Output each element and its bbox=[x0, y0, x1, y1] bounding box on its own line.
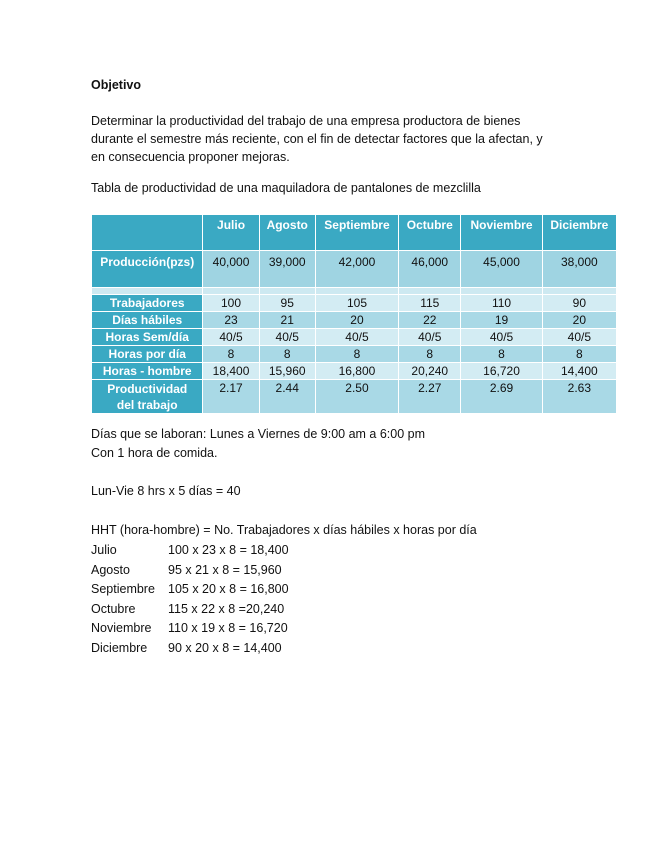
table-cell: 8 bbox=[259, 346, 315, 363]
table-cell: 40,000 bbox=[203, 251, 259, 288]
hht-month: Julio bbox=[91, 543, 117, 557]
table-row-productividad bbox=[92, 380, 617, 414]
table-cell: 40/5 bbox=[315, 329, 398, 346]
table-row-horas-dia bbox=[92, 346, 617, 363]
column-header: Julio bbox=[203, 215, 259, 251]
column-header: Noviembre bbox=[461, 215, 542, 251]
table-cell: 38,000 bbox=[542, 251, 616, 288]
table-cell: 45,000 bbox=[461, 251, 542, 288]
hht-calc: 115 x 22 x 8 =20,240 bbox=[168, 601, 285, 616]
table-cell: 8 bbox=[315, 346, 398, 363]
list-item bbox=[91, 639, 289, 659]
row-header bbox=[92, 380, 203, 414]
row-header: Horas Sem/día bbox=[92, 329, 203, 346]
table-row-produccion bbox=[92, 251, 617, 288]
table-row-horas-sem bbox=[92, 329, 617, 346]
table-row-dias-habiles bbox=[92, 312, 617, 329]
list-item bbox=[91, 600, 289, 620]
row-header: Horas por día bbox=[92, 346, 203, 363]
table-cell: 23 bbox=[203, 312, 259, 329]
table-cell: 2.50 bbox=[315, 380, 398, 414]
column-header: Septiembre bbox=[315, 215, 398, 251]
hht-calc: 95 x 21 x 8 = 15,960 bbox=[168, 562, 282, 577]
table-cell: 20,240 bbox=[399, 363, 461, 380]
row-header: Producción(pzs) bbox=[92, 251, 203, 288]
row-header: Días hábiles bbox=[92, 312, 203, 329]
table-cell: 46,000 bbox=[399, 251, 461, 288]
table-cell: 2.63 bbox=[542, 380, 616, 414]
table-cell: 15,960 bbox=[259, 363, 315, 380]
table-cell: 40/5 bbox=[259, 329, 315, 346]
hht-month: Noviembre bbox=[91, 621, 152, 636]
table-cell: 2.69 bbox=[461, 380, 542, 414]
table-spacer-row bbox=[92, 288, 617, 295]
table-cell: 2.17 bbox=[203, 380, 259, 414]
table-cell: 8 bbox=[542, 346, 616, 363]
schedule-line: Días que se laboran: Lunes a Viernes de 9:00 am a 6:00 pm bbox=[91, 427, 426, 441]
table-header-row bbox=[92, 215, 617, 251]
work-schedule-notes bbox=[91, 425, 425, 463]
table-row-trabajadores bbox=[92, 295, 617, 312]
table-cell: 110 bbox=[461, 295, 542, 312]
list-item bbox=[91, 541, 289, 561]
table-cell: 21 bbox=[259, 312, 315, 329]
table-cell: 39,000 bbox=[259, 251, 315, 288]
table-cell: 40/5 bbox=[399, 329, 461, 346]
header-corner-cell bbox=[92, 215, 203, 251]
table-cell: 14,400 bbox=[542, 363, 616, 380]
objective-paragraph bbox=[91, 112, 571, 166]
hht-calculation-list bbox=[91, 541, 289, 659]
list-item bbox=[91, 580, 289, 600]
hht-calc: 100 x 23 x 8 = 18,400 bbox=[168, 543, 289, 557]
hht-month: Diciembre bbox=[91, 640, 148, 655]
hht-calc: 90 x 20 x 8 = 14,400 bbox=[168, 640, 282, 655]
row-header-line: Productividad bbox=[107, 381, 188, 396]
hht-month: Agosto bbox=[91, 562, 130, 577]
column-header: Octubre bbox=[399, 215, 461, 251]
table-cell: 19 bbox=[461, 312, 542, 329]
table-cell: 40/5 bbox=[203, 329, 259, 346]
table-cell: 40/5 bbox=[542, 329, 616, 346]
table-cell: 16,720 bbox=[461, 363, 542, 380]
table-cell: 8 bbox=[203, 346, 259, 363]
table-cell: 2.44 bbox=[259, 380, 315, 414]
weekly-hours-calc: Lun-Vie 8 hrs x 5 días = 40 bbox=[91, 484, 241, 498]
table-cell: 20 bbox=[315, 312, 398, 329]
row-header-line: del trabajo bbox=[116, 397, 178, 412]
lunch-line: Con 1 hora de comida. bbox=[91, 446, 218, 460]
table-row-horas-hombre bbox=[92, 363, 617, 380]
table-cell: 16,800 bbox=[315, 363, 398, 380]
table-caption: Tabla de productividad de una maquiladora de pantalones de mezclilla bbox=[91, 181, 481, 195]
column-header: Agosto bbox=[259, 215, 315, 251]
list-item bbox=[91, 619, 289, 639]
table-cell: 20 bbox=[542, 312, 616, 329]
table-cell: 40/5 bbox=[461, 329, 542, 346]
hht-calc: 110 x 19 x 8 = 16,720 bbox=[168, 621, 288, 636]
table-cell: 115 bbox=[399, 295, 461, 312]
hht-month: Septiembre bbox=[91, 582, 155, 597]
hht-month: Octubre bbox=[91, 601, 136, 616]
table-cell: 22 bbox=[399, 312, 461, 329]
objective-line: durante el semestre más reciente, con el fin de detectar factores que la afectan, y bbox=[91, 132, 543, 146]
objective-line: Determinar la productividad del trabajo de una empresa productora de bienes bbox=[91, 114, 521, 128]
table-cell: 105 bbox=[315, 295, 398, 312]
section-heading: Objetivo bbox=[91, 78, 142, 92]
table-cell: 8 bbox=[461, 346, 542, 363]
list-item bbox=[91, 561, 289, 581]
table-cell: 42,000 bbox=[315, 251, 398, 288]
table-cell: 8 bbox=[399, 346, 461, 363]
hht-calc: 105 x 20 x 8 = 16,800 bbox=[168, 582, 289, 597]
objective-line: en consecuencia proponer mejoras. bbox=[91, 150, 290, 164]
productivity-table bbox=[91, 214, 617, 414]
column-header: Diciembre bbox=[542, 215, 616, 251]
table-cell: 90 bbox=[542, 295, 616, 312]
table-cell: 95 bbox=[259, 295, 315, 312]
table-cell: 100 bbox=[203, 295, 259, 312]
row-header: Trabajadores bbox=[92, 295, 203, 312]
row-header: Horas - hombre bbox=[92, 363, 203, 380]
table-cell: 18,400 bbox=[203, 363, 259, 380]
table-cell: 2.27 bbox=[399, 380, 461, 414]
hht-formula: HHT (hora-hombre) = No. Trabajadores x días hábiles x horas por día bbox=[91, 523, 477, 537]
